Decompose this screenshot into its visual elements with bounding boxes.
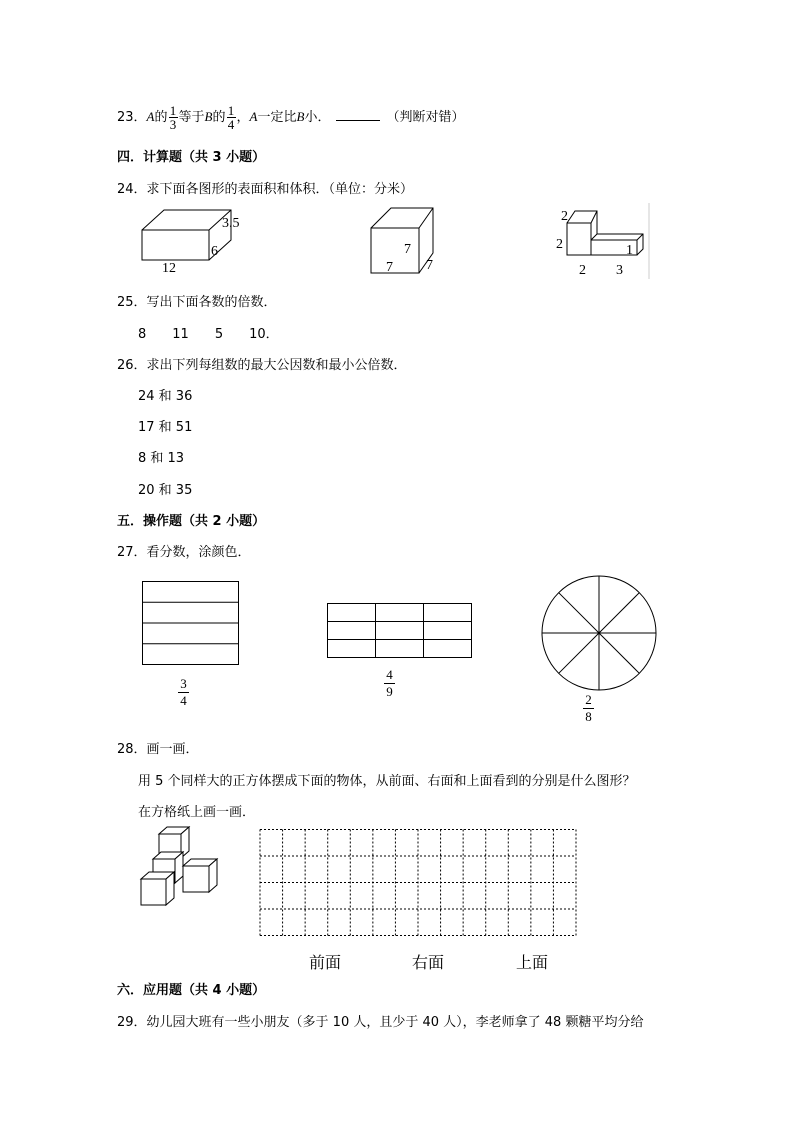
fraction-label	[583, 693, 594, 724]
fraction-numerator: 3	[180, 676, 187, 691]
question-28-instruction: 在方格纸上画一画．	[138, 805, 256, 820]
fraction-denominator: 3	[169, 117, 177, 132]
answer-blank[interactable]	[336, 110, 380, 121]
number-pair: 8 和 13	[138, 451, 185, 466]
rectangle-four-strips[interactable]	[141, 580, 241, 668]
number-pair: 24 和 36	[138, 389, 193, 404]
question-27: 27．看分数，涂颜色．	[117, 545, 251, 560]
text-fragment: 的	[154, 110, 168, 125]
dimension-label: 1	[626, 243, 633, 258]
fraction-label	[178, 677, 189, 708]
view-label-right: 右面	[412, 953, 445, 972]
view-label-top: 上面	[516, 953, 549, 972]
dimension-label: 3	[616, 263, 623, 278]
fraction-denominator: 4	[227, 117, 235, 132]
question-23	[117, 104, 464, 131]
cube-figure	[365, 203, 445, 278]
question-number: 23．	[117, 110, 147, 125]
fraction-one-third	[169, 104, 178, 131]
fraction-denominator: 8	[585, 709, 592, 724]
fraction-denominator: 9	[386, 684, 393, 699]
graph-paper-grid[interactable]	[258, 828, 578, 938]
question-25: 25．写出下面各数的倍数．	[117, 295, 277, 310]
dimension-label: 2	[556, 237, 563, 252]
dimension-label: 7	[386, 260, 393, 275]
text-fragment: 等于	[178, 110, 205, 125]
fraction-one-quarter	[227, 104, 236, 131]
circle-eight-sectors[interactable]	[540, 574, 658, 692]
section-heading: 五．操作题（共 2 小题）	[117, 514, 266, 529]
text-fragment: ，	[236, 110, 250, 125]
number-pair: 20 和 35	[138, 483, 193, 498]
view-label-front: 前面	[309, 953, 342, 972]
fraction-numerator: 4	[386, 667, 393, 682]
text-fragment: 小．	[304, 110, 331, 125]
fraction-numerator: 2	[585, 692, 592, 707]
section-heading: 六．应用题（共 4 小题）	[117, 983, 266, 998]
var-b: B	[296, 109, 305, 124]
dimension-label: 6	[211, 244, 218, 259]
question-28-instruction: 用 5 个同样大的正方体摆成下面的物体，从前面、右面和上面看到的分别是什么图形？	[138, 774, 636, 789]
text-fragment: 一定比	[257, 110, 297, 125]
fraction-numerator: 1	[227, 103, 235, 118]
question-26: 26．求出下列每组数的最大公因数和最小公倍数．	[117, 358, 407, 373]
composite-solid-figure	[555, 203, 655, 283]
rectangle-grid-3x3[interactable]	[326, 602, 474, 660]
cuboid-figure	[135, 205, 250, 277]
dimension-label: 2	[579, 263, 586, 278]
fraction-denominator: 4	[180, 693, 187, 708]
fraction-label	[384, 668, 395, 699]
dimension-label: 3.5	[222, 216, 240, 231]
question-29: 29．幼儿园大班有一些小朋友（多于 10 人，且少于 40 人），李老师拿了 48 颗糖平均分给	[117, 1015, 644, 1030]
dimension-label: 12	[162, 261, 176, 276]
cube-stack-figure	[136, 826, 224, 908]
dimension-label: 7	[404, 242, 411, 257]
question-28: 28．画一画．	[117, 742, 199, 757]
dimension-label: 2	[561, 209, 568, 224]
var-a: A	[249, 109, 258, 124]
number-list: 8 11 5 10．	[138, 327, 279, 342]
text-fragment: 的	[212, 110, 226, 125]
var-b: B	[204, 109, 213, 124]
fraction-numerator: 1	[169, 103, 177, 118]
section-heading: 四．计算题（共 3 小题）	[117, 150, 266, 165]
question-24: 24．求下面各图形的表面积和体积．（单位：分米）	[117, 182, 414, 197]
number-pair: 17 和 51	[138, 420, 193, 435]
dimension-label: 7	[426, 258, 433, 273]
var-a: A	[146, 109, 155, 124]
judge-hint: （判断对错）	[386, 110, 465, 125]
